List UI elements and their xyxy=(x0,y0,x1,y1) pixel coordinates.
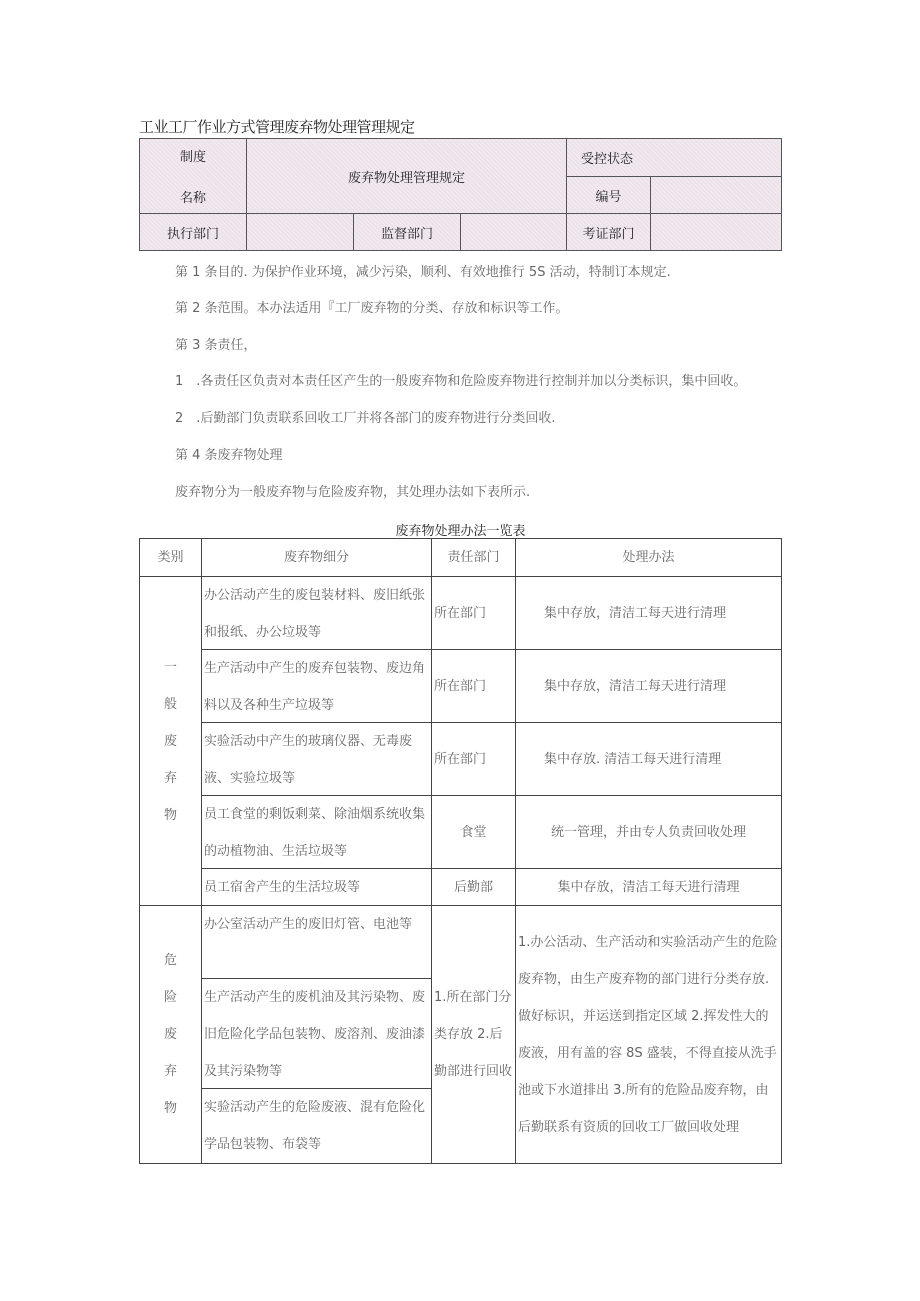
detail-cell: 办公活动产生的废包装材料、废旧纸张和报纸、办公垃圾等 xyxy=(201,576,432,650)
header-detail: 废弃物细分 xyxy=(201,538,432,577)
header-category: 类别 xyxy=(139,538,202,577)
status-cell: 受控状态 xyxy=(566,138,782,177)
detail-cell: 员工食堂的剩饭剩菜、除油烟系统收集的动植物油、生活垃圾等 xyxy=(201,795,432,869)
verify-dept-value[interactable] xyxy=(650,213,782,251)
method-cell: 统一管理，并由专人负责回收处理 xyxy=(515,795,782,869)
label-cell xyxy=(139,138,247,214)
header-dept: 责任部门 xyxy=(431,538,516,577)
category-hazardous: 危险废弃物 xyxy=(139,905,202,1164)
detail-cell: 生产活动中产生的废弃包装物、废边角料以及各种生产垃圾等 xyxy=(201,649,432,723)
method-cell: 集中存放，清洁工每天进行清理 xyxy=(515,649,782,723)
paragraph: 废弃物分为一般废弃物与危险废弃物，其处理办法如下表所示. xyxy=(175,485,531,500)
supervise-dept-value[interactable] xyxy=(460,213,567,251)
paragraph: 第 3 条责任， xyxy=(175,338,257,353)
paragraph: 第 4 条废弃物处理 xyxy=(175,448,283,463)
exec-dept-value[interactable] xyxy=(246,213,354,251)
detail-cell: 员工宿舍产生的生活垃圾等 xyxy=(201,868,432,906)
document-title: 工业工厂作业方式管理废弃物处理管理规定 xyxy=(139,118,415,136)
number-value-cell[interactable] xyxy=(650,176,782,214)
detail-cell: 生产活动产生的废机油及其污染物、废旧危险化学品包装物、废溶剂、废油漆及其污染物等 xyxy=(201,978,432,1089)
label-zhidu: 制度 xyxy=(179,150,206,165)
number-label-cell: 编号 xyxy=(566,176,651,214)
paragraph: 第 1 条目的. 为保护作业环境，减少污染，顺利、有效地推行 5S 活动，特制订本规定. xyxy=(175,265,671,280)
verify-dept-label: 考证部门 xyxy=(566,213,651,251)
dept-cell: 后勤部 xyxy=(431,868,516,906)
detail-cell: 实验活动产生的危险废液、混有危险化学品包装物、布袋等 xyxy=(201,1088,432,1164)
method-cell: 集中存放，清洁工每天进行清理 xyxy=(515,576,782,650)
paragraph: 2 .后勤部门负责联系回收工厂并将各部门的废弃物进行分类回收. xyxy=(175,411,556,426)
dept-cell: 所在部门 xyxy=(431,576,516,650)
category-general: 一般废弃物 xyxy=(139,576,202,906)
method-cell: 集中存放. 清洁工每天进行清理 xyxy=(515,722,782,796)
paragraph: 第 2 条范围。本办法适用『工厂废弃物的分类、存放和标识等工作。 xyxy=(175,301,569,316)
dept-cell: 所在部门 xyxy=(431,649,516,723)
label-mingcheng: 名称 xyxy=(179,191,206,206)
paragraph: 1 .各责任区负责对本责任区产生的一般废弃物和危险废弃物进行控制并加以分类标识，集中回收。 xyxy=(175,374,747,389)
dept-cell: 1.所在部门分类存放 2.后勤部进行回收 xyxy=(431,905,516,1164)
method-cell: 集中存放，清洁工每天进行清理 xyxy=(515,868,782,906)
header-method: 处理办法 xyxy=(515,538,782,577)
method-cell: 1.办公活动、生产活动和实验活动产生的危险废弃物，由生产废弃物的部门进行分类存放. 做好标识，并运送到指定区域 2.挥发性大的废液，用有盖的容 8S 盛装，不得直接从洗手池或下水道排出 3.所有的危险品废弃物，由后勤联系有资质的回收工厂做回收处理 xyxy=(515,905,782,1164)
dept-cell: 所在部门 xyxy=(431,722,516,796)
detail-cell: 实验活动中产生的玻璃仪器、无毒废液、实验垃圾等 xyxy=(201,722,432,796)
detail-cell: 办公室活动产生的废旧灯管、电池等 xyxy=(201,905,432,979)
exec-dept-label: 执行部门 xyxy=(139,213,247,251)
dept-cell: 食堂 xyxy=(431,795,516,869)
table-caption: 废弃物处理办法一览表 xyxy=(395,524,526,539)
supervise-dept-label: 监督部门 xyxy=(353,213,461,251)
name-value-cell: 废弃物处理管理规定 xyxy=(246,138,567,214)
